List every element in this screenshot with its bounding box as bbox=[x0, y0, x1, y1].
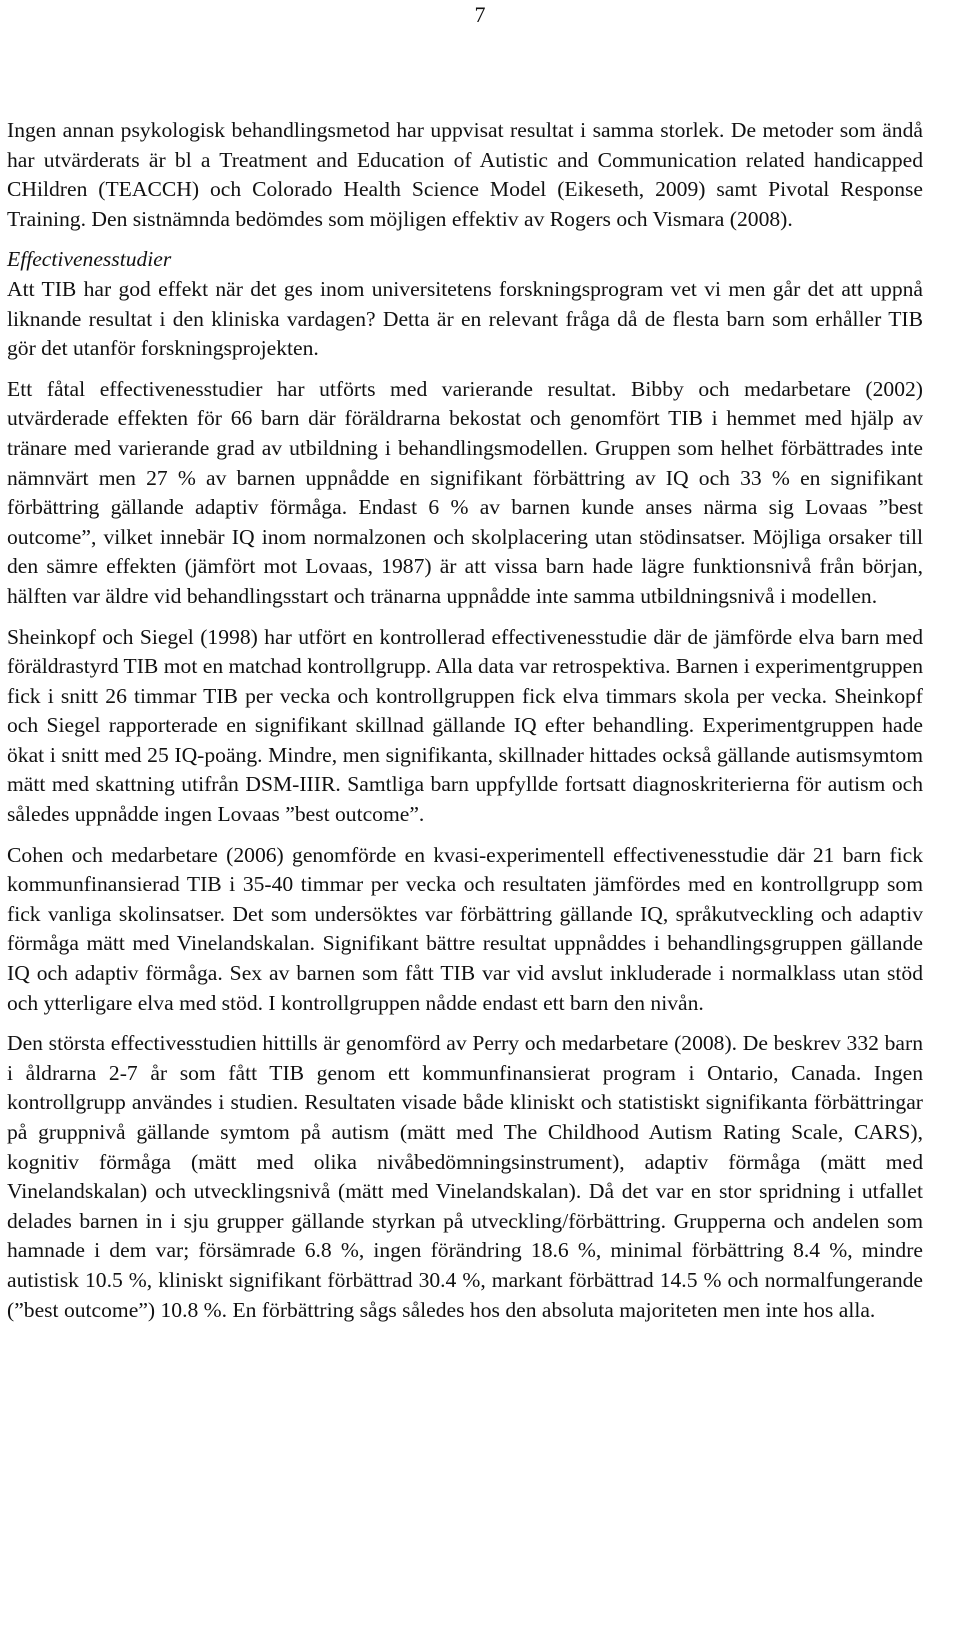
page-number: 7 bbox=[474, 2, 486, 27]
paragraph-sheinkopf-siegel-study: Sheinkopf och Siegel (1998) har utfört en kontrollerad effectivenesstudie där de jämförde elva barn med föräldrastyrd TIB mot en matchad kontrollgrupp. Alla data var retrospektiva. Barnen i experimentgruppen fick i snitt 26 timmar TIB per vecka och kontrollgruppen fick elva timmars skola per vecka. Sheinkopf och Siegel rapporterade en signifikant skillnad gällande IQ efter behandling. Experimentgruppen hade ökat i snitt med 25 IQ-poäng. Mindre, men signifikanta, skillnader hittades också gällande autismsymtom mätt med skattning utifrån DSM-IIIR. Samtliga barn uppfyllde fortsatt diagnoskriterierna för autism och således uppnådde ingen Lovaas ”best outcome”. bbox=[7, 624, 923, 827]
section-heading-effectiveness: Effectivenesstudier bbox=[7, 247, 172, 272]
paragraph-other-methods: Ingen annan psykologisk behandlingsmetod har uppvisat resultat i samma storlek. De metoder som ändå har utvärderats är bl a Treatment and Education of Autistic and Communication related handicapped CHildren (TEACCH) och Colorado Health Science Model (Eikeseth, 2009) samt Pivotal Response Training. Den sistnämnda bedömdes som möjligen effektiv av Rogers och Vismara (2008). bbox=[7, 118, 923, 231]
paragraph-clinical-question: Att TIB har god effekt när det ges inom universitetens forskningsprogram vet vi men går det att uppnå liknande resultat i den kliniska vardagen? Detta är en relevant fråga då de flesta barn som erhåller TIB gör det utanför forskningsprojekten. bbox=[7, 276, 923, 361]
paragraph-cohen-study: Cohen och medarbetare (2006) genomförde en kvasi-experimentell effectivenesstudie där 21 barn fick kommunfinansierad TIB i 35-40 timmar per vecka och resultaten jämfördes med en kontrollgrupp som fick vanliga skolinsatser. Det som undersöktes var förbättring gällande IQ, språkutveckling och adaptiv förmåga mätt med Vinelandskalan. Signifikant bättre resultat uppnåddes i behandlingsgruppen gällande IQ och adaptiv förmåga. Sex av barnen som fått TIB var vid avslut inkluderade i normalklass utan stöd och ytterligare elva med stöd. I kontrollgruppen nådde endast ett barn den nivån. bbox=[7, 842, 923, 1015]
paragraph-bibby-study: Ett fåtal effectivenesstudier har utförts med varierande resultat. Bibby och medarbetare (2002) utvärderade effekten för 66 barn där föräldrarna bekostat och genomfört TIB i hemmet med hjälp av tränare med varierande grad av utbildning i behandlingsmodellen. Gruppen som helhet förbättrades inte nämnvärt men 27 % av barnen uppnådde en signifikant förbättring av IQ och 33 % en signifikant förbättring gällande adaptiv förmåga. Endast 6 % av barnen kunde anses närma sig Lovaas ”best outcome”, vilket innebär IQ inom normalzonen och skolplacering utan stödinsatser. Möjliga orsaker till den sämre effekten (jämfört mot Lovaas, 1987) är att vissa barn hade lägre funktionsnivå från början, hälften var äldre vid behandlingsstart och tränarna uppnådde inte samma utbildningsnivå i modellen. bbox=[7, 376, 923, 608]
document-body bbox=[7, 116, 923, 1336]
paragraph-perry-study: Den största effectivesstudien hittills är genomförd av Perry och medarbetare (2008). De beskrev 332 barn i åldrarna 2-7 år som fått TIB genom ett kommunfinansierat program i Ontario, Canada. Ingen kontrollgrupp användes i studien. Resultaten visade både kliniskt och statistiskt signifikanta förbättringar på gruppnivå gällande symtom på autism (mätt med The Childhood Autism Rating Scale, CARS), kognitiv förmåga (mätt med olika nivåbedömningsinstrument), adaptiv förmåga (mätt med Vinelandskalan) och utvecklingsnivå (mätt med Vinelandskalan). Då det var en stor spridning i utfallet delades barnen in i sju grupper gällande styrkan på utveckling/förbättring. Grupperna och andelen som hamnade i dem var; försämrade 6.8 %, ingen förändring 18.6 %, minimal förbättring 8.4 %, mindre autistisk 10.5 %, kliniskt signifikant förbättrad 30.4 %, markant förbättrad 14.5 % och normalfungerande (”best outcome”) 10.8 %. En förbättring sågs således hos den absoluta majoriteten men inte hos alla. bbox=[7, 1031, 923, 1322]
